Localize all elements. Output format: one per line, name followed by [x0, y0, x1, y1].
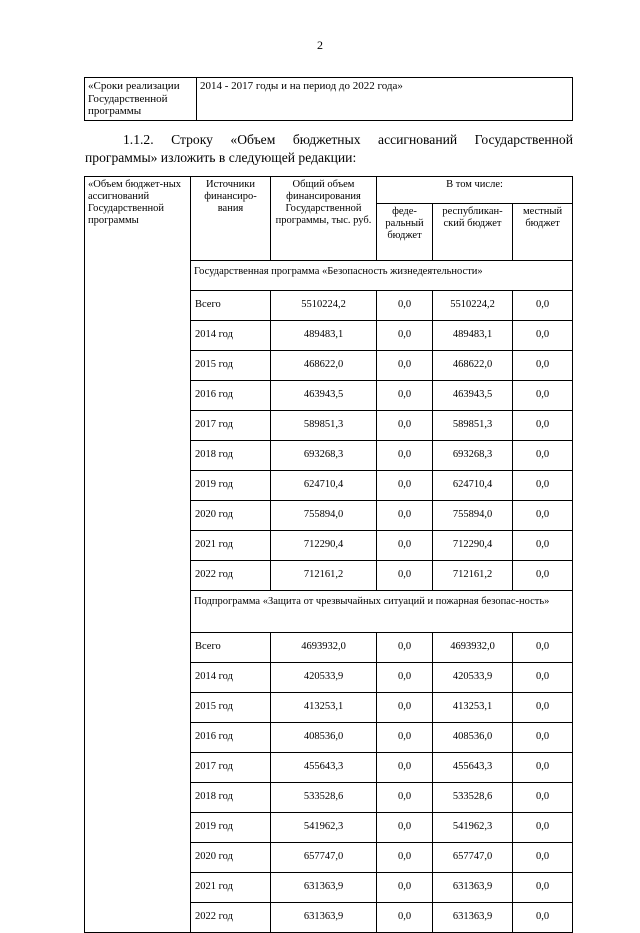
total-cell: 712290,4: [271, 531, 377, 561]
local-cell: 0,0: [513, 471, 573, 501]
total-cell: 589851,3: [271, 411, 377, 441]
row-label: 2016 год: [191, 723, 271, 753]
republican-cell: 589851,3: [433, 411, 513, 441]
row-label: 2015 год: [191, 351, 271, 381]
republican-cell: 408536,0: [433, 723, 513, 753]
local-cell: 0,0: [513, 351, 573, 381]
federal-cell: 0,0: [377, 441, 433, 471]
budget-allocation-label: «Объем бюджет-ных ассигнований Государственной программы: [85, 177, 191, 933]
total-cell: 631363,9: [271, 903, 377, 933]
federal-cell: 0,0: [377, 321, 433, 351]
local-cell: 0,0: [513, 693, 573, 723]
federal-cell: 0,0: [377, 843, 433, 873]
total-cell: 755894,0: [271, 501, 377, 531]
republican-cell: 657747,0: [433, 843, 513, 873]
total-cell: 413253,1: [271, 693, 377, 723]
federal-cell: 0,0: [377, 723, 433, 753]
local-cell: 0,0: [513, 321, 573, 351]
federal-cell: 0,0: [377, 411, 433, 441]
row-label: 2022 год: [191, 561, 271, 591]
row-label: 2018 год: [191, 783, 271, 813]
federal-cell: 0,0: [377, 531, 433, 561]
header-total: Общий объем финансирования Государственной программы, тыс. руб.: [271, 177, 377, 261]
total-cell: 455643,3: [271, 753, 377, 783]
total-cell: 624710,4: [271, 471, 377, 501]
amendment-paragraph: 1.1.2. Строку «Объем бюджетных ассигнований Государственной программы» изложить в следующей редакции:: [85, 132, 573, 165]
header-row-1: [85, 177, 573, 204]
header-republican: республикан-ский бюджет: [433, 204, 513, 261]
federal-cell: 0,0: [377, 903, 433, 933]
total-cell: 712161,2: [271, 561, 377, 591]
row-label: 2015 год: [191, 693, 271, 723]
header-local: местный бюджет: [513, 204, 573, 261]
total-cell: 5510224,2: [271, 291, 377, 321]
local-cell: 0,0: [513, 411, 573, 441]
federal-cell: 0,0: [377, 381, 433, 411]
implementation-period-row: [85, 78, 573, 121]
federal-cell: 0,0: [377, 693, 433, 723]
local-cell: 0,0: [513, 291, 573, 321]
implementation-period-value: 2014 - 2017 годы и на период до 2022 года»: [197, 78, 573, 121]
total-cell: 657747,0: [271, 843, 377, 873]
republican-cell: 755894,0: [433, 501, 513, 531]
total-cell: 468622,0: [271, 351, 377, 381]
header-federal: феде-ральный бюджет: [377, 204, 433, 261]
federal-cell: 0,0: [377, 351, 433, 381]
local-cell: 0,0: [513, 783, 573, 813]
implementation-period-label: «Сроки реализации Государственной программы: [85, 78, 197, 121]
row-label: 2019 год: [191, 813, 271, 843]
total-cell: 489483,1: [271, 321, 377, 351]
implementation-period-table: [84, 77, 573, 121]
row-label: 2022 год: [191, 903, 271, 933]
federal-cell: 0,0: [377, 633, 433, 663]
total-cell: 533528,6: [271, 783, 377, 813]
page-number: 2: [317, 38, 323, 52]
section-title: Государственная программа «Безопасность жизнедеятельности»: [191, 261, 573, 291]
local-cell: 0,0: [513, 753, 573, 783]
republican-cell: 489483,1: [433, 321, 513, 351]
local-cell: 0,0: [513, 561, 573, 591]
row-label: 2017 год: [191, 753, 271, 783]
row-label: 2021 год: [191, 531, 271, 561]
republican-cell: 541962,3: [433, 813, 513, 843]
local-cell: 0,0: [513, 813, 573, 843]
total-cell: 541962,3: [271, 813, 377, 843]
total-cell: 4693932,0: [271, 633, 377, 663]
header-sources: Источники финансиро-вания: [191, 177, 271, 261]
row-label: 2017 год: [191, 411, 271, 441]
section-title: Подпрограмма «Защита от чрезвычайных ситуаций и пожарная безопас-ность»: [191, 591, 573, 633]
total-cell: 408536,0: [271, 723, 377, 753]
local-cell: 0,0: [513, 501, 573, 531]
republican-cell: 712290,4: [433, 531, 513, 561]
row-label: 2018 год: [191, 441, 271, 471]
republican-cell: 5510224,2: [433, 291, 513, 321]
republican-cell: 712161,2: [433, 561, 513, 591]
row-label: 2014 год: [191, 321, 271, 351]
republican-cell: 413253,1: [433, 693, 513, 723]
row-label: Всего: [191, 291, 271, 321]
republican-cell: 4693932,0: [433, 633, 513, 663]
total-cell: 463943,5: [271, 381, 377, 411]
local-cell: 0,0: [513, 723, 573, 753]
total-cell: 631363,9: [271, 873, 377, 903]
federal-cell: 0,0: [377, 663, 433, 693]
republican-cell: 468622,0: [433, 351, 513, 381]
local-cell: 0,0: [513, 873, 573, 903]
republican-cell: 533528,6: [433, 783, 513, 813]
row-label: Всего: [191, 633, 271, 663]
row-label: 2020 год: [191, 843, 271, 873]
local-cell: 0,0: [513, 531, 573, 561]
local-cell: 0,0: [513, 843, 573, 873]
row-label: 2016 год: [191, 381, 271, 411]
republican-cell: 420533,9: [433, 663, 513, 693]
header-including: В том числе:: [377, 177, 573, 204]
local-cell: 0,0: [513, 441, 573, 471]
total-cell: 420533,9: [271, 663, 377, 693]
republican-cell: 455643,3: [433, 753, 513, 783]
federal-cell: 0,0: [377, 873, 433, 903]
local-cell: 0,0: [513, 903, 573, 933]
federal-cell: 0,0: [377, 813, 433, 843]
federal-cell: 0,0: [377, 471, 433, 501]
republican-cell: 693268,3: [433, 441, 513, 471]
row-label: 2020 год: [191, 501, 271, 531]
row-label: 2014 год: [191, 663, 271, 693]
republican-cell: 624710,4: [433, 471, 513, 501]
republican-cell: 463943,5: [433, 381, 513, 411]
republican-cell: 631363,9: [433, 903, 513, 933]
federal-cell: 0,0: [377, 753, 433, 783]
federal-cell: 0,0: [377, 561, 433, 591]
local-cell: 0,0: [513, 381, 573, 411]
republican-cell: 631363,9: [433, 873, 513, 903]
local-cell: 0,0: [513, 633, 573, 663]
federal-cell: 0,0: [377, 501, 433, 531]
row-label: 2021 год: [191, 873, 271, 903]
budget-allocation-table: [84, 176, 573, 933]
total-cell: 693268,3: [271, 441, 377, 471]
federal-cell: 0,0: [377, 783, 433, 813]
local-cell: 0,0: [513, 663, 573, 693]
row-label: 2019 год: [191, 471, 271, 501]
federal-cell: 0,0: [377, 291, 433, 321]
